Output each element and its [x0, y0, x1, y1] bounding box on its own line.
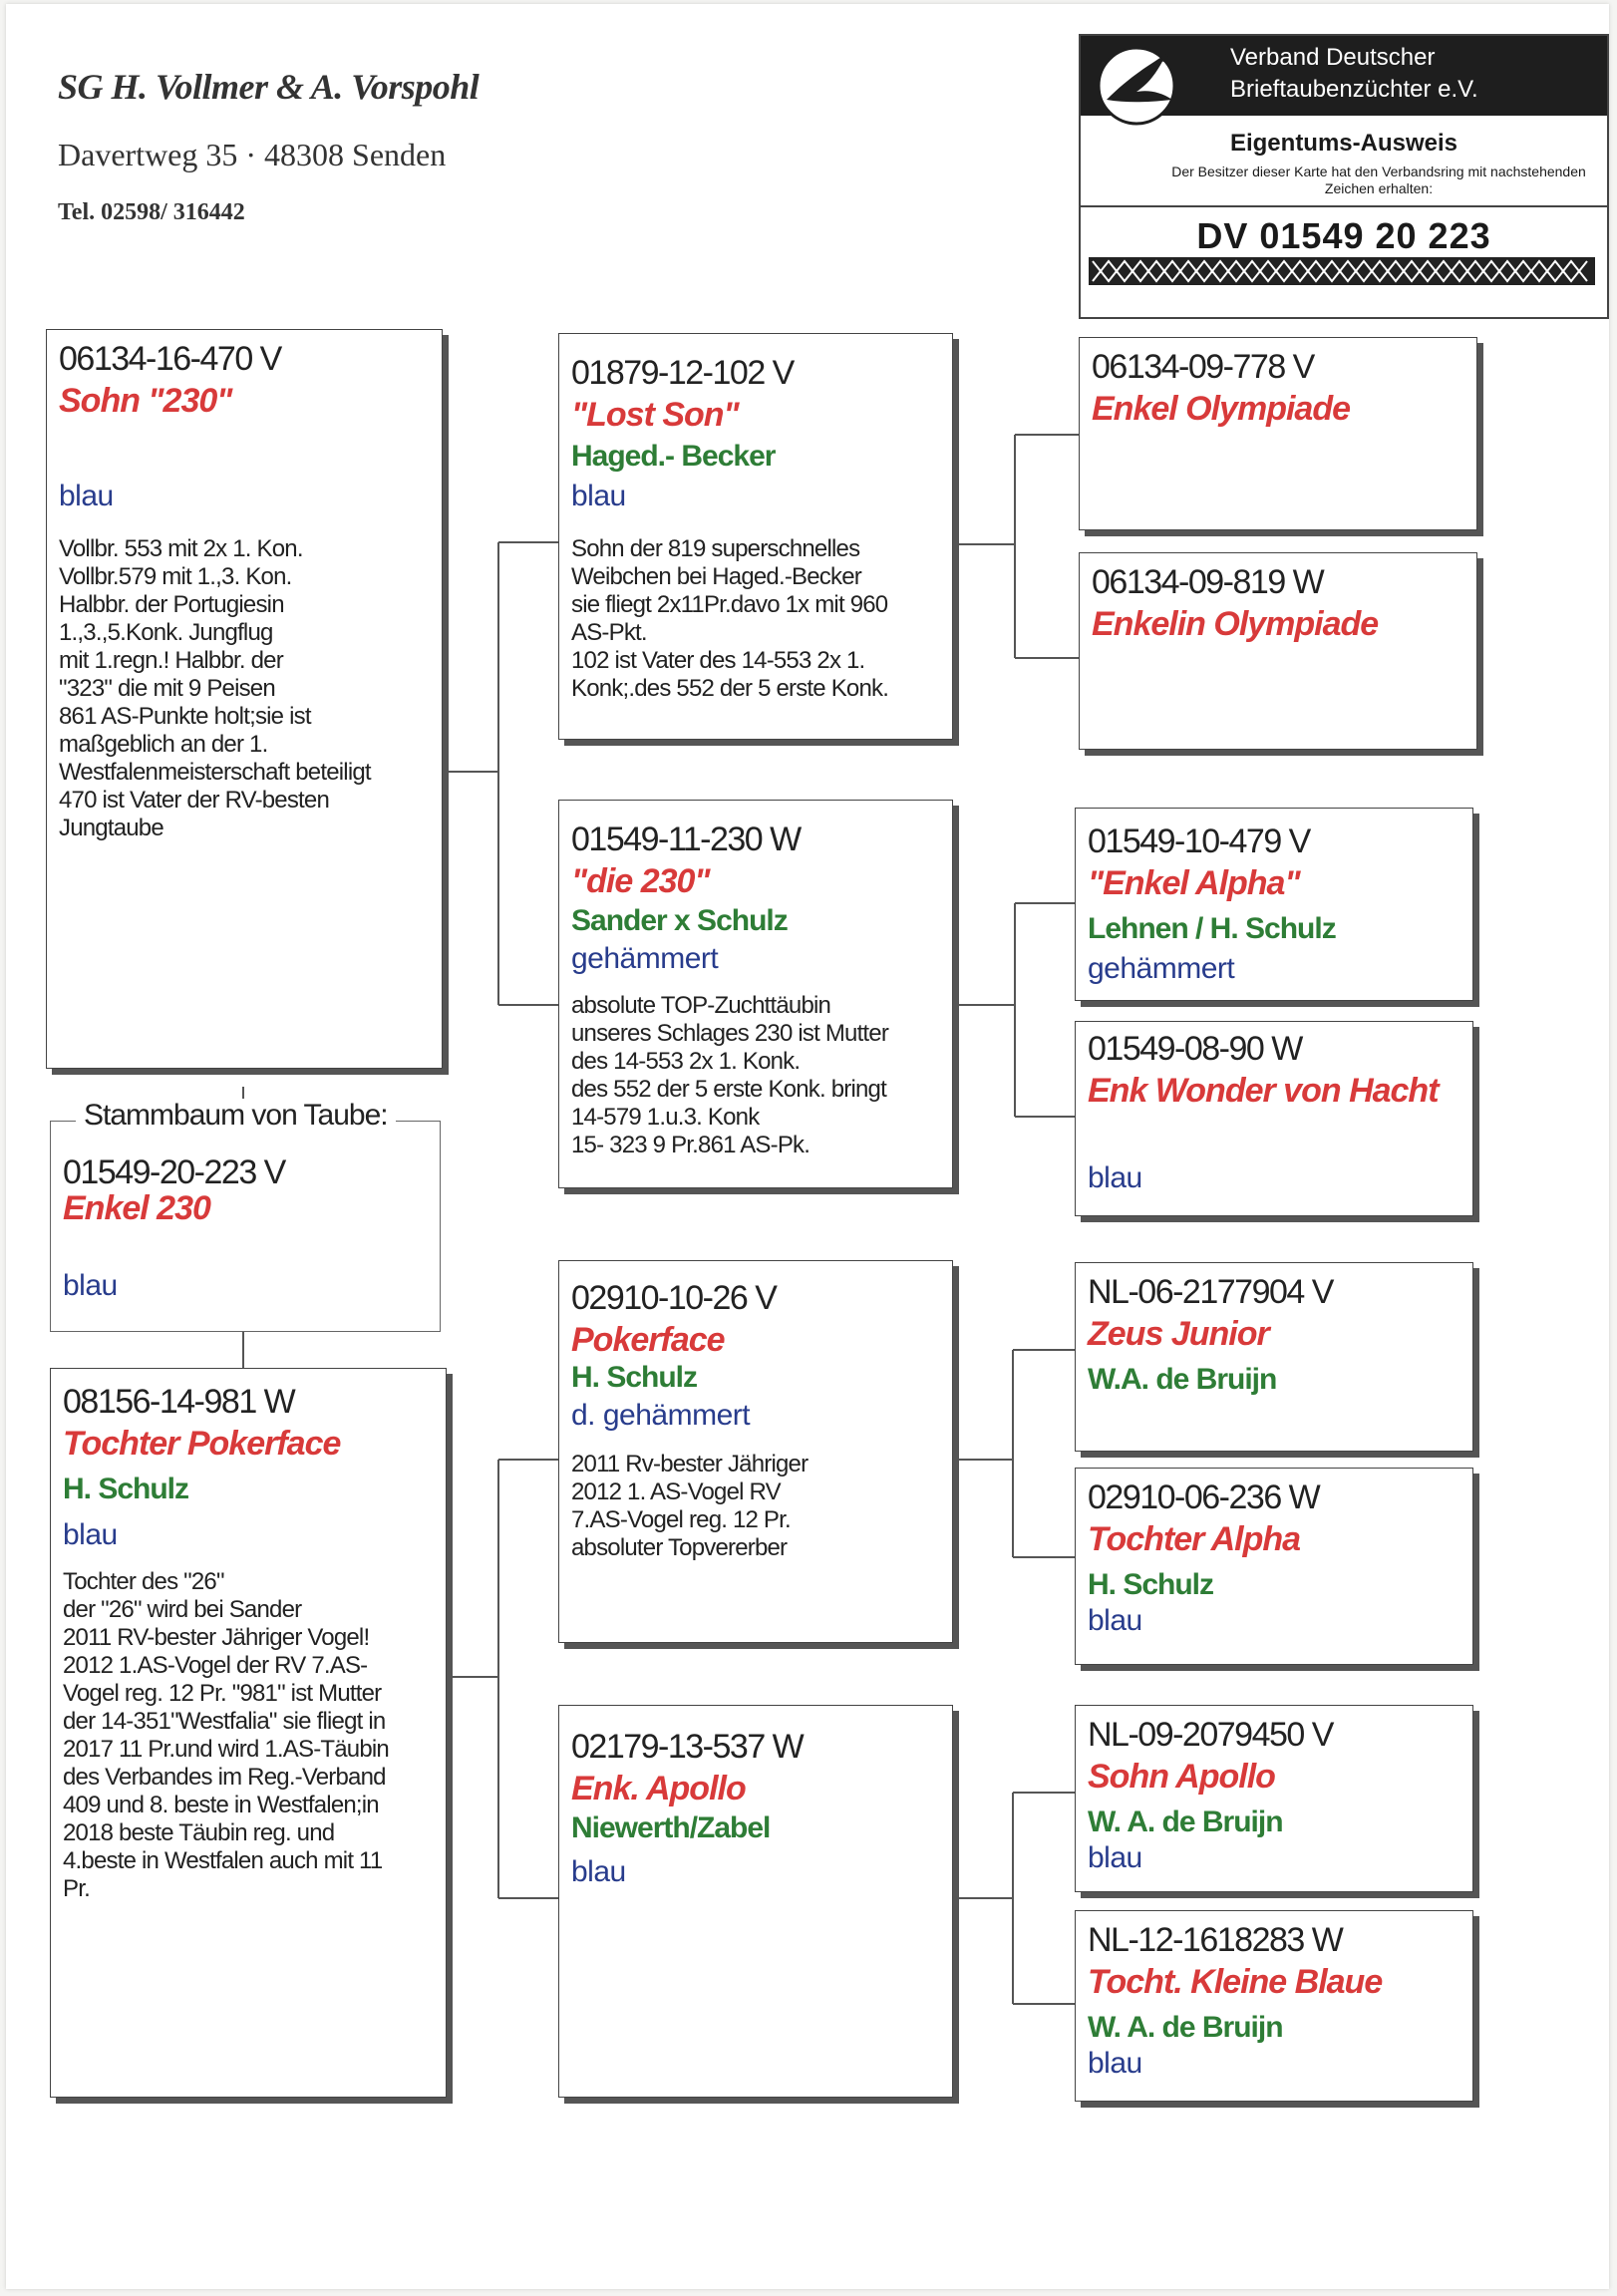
grandfather-maternal-box: [558, 1260, 953, 1643]
ggp-fff-box: [1079, 337, 1477, 530]
fm-name: "die 230": [571, 862, 710, 900]
father-description: Vollbr. 553 mit 2x 1. Kon. Vollbr.579 mit 1.,3. Kon. Halbbr. der Portugiesin 1.,3.,5.Konk. Jungflug mit 1.regn.! Halbbr. der "323" die mit 9 Peisen 861 AS-Punkte holt;sie ist maßgeblich an der 1. Westfalenmeisterschaft beteiligt 470 ist Vater der RV-besten Jungtaube: [59, 535, 371, 841]
fmm-color: blau: [1088, 1161, 1142, 1194]
ggp-ffm-box: [1079, 552, 1477, 750]
fmf-name: "Enkel Alpha": [1088, 864, 1300, 902]
ggp-mfm-box: [1075, 1468, 1473, 1665]
mmf-name: Sohn Apollo: [1088, 1758, 1275, 1796]
mother-description: Tochter des "26" der "26" wird bei Sander 2011 RV-bester Jähriger Vogel! 2012 1.AS-Vogel der RV 7.AS- Vogel reg. 12 Pr. "981" ist Mutter der 14-351"Westfalia" sie fliegt in 2017 11 Pr.und wird 1.AS-Täubin des Verbandes im Reg.-Verband 409 und 8. beste in Westfalen;in 2018 beste Täubin reg. und 4.beste in Westfalen auch mit 11 Pr.: [63, 1568, 389, 1902]
ggp-fmm-box: [1075, 1021, 1473, 1216]
mm-breeder: Niewerth/Zabel: [571, 1811, 771, 1844]
mf-ring: 02910-10-26 V: [571, 1279, 777, 1317]
father-color: blau: [59, 480, 114, 512]
ffm-ring: 06134-09-819 W: [1092, 563, 1324, 601]
ggp-mff-box: [1075, 1262, 1473, 1452]
card-org-line2: Brieftaubenzüchter e.V.: [1230, 76, 1478, 103]
fff-ring: 06134-09-778 V: [1092, 348, 1314, 386]
mmm-color: blau: [1088, 2047, 1142, 2080]
card-ring-number: DV 01549 20 223: [1081, 205, 1607, 257]
fmf-breeder: Lehnen / H. Schulz: [1088, 912, 1336, 945]
mmm-breeder: W. A. de Bruijn: [1088, 2011, 1283, 2044]
pedigree-sheet: [6, 4, 1609, 2289]
fmf-ring: 01549-10-479 V: [1088, 822, 1310, 860]
ff-color: blau: [571, 480, 626, 512]
subject-name: Enkel 230: [63, 1189, 210, 1227]
father-ring: 06134-16-470 V: [59, 340, 281, 378]
mff-breeder: W.A. de Bruijn: [1088, 1363, 1277, 1396]
mf-breeder: H. Schulz: [571, 1361, 698, 1394]
ff-ring: 01879-12-102 V: [571, 354, 794, 392]
fmm-name: Enk Wonder von Hacht: [1088, 1072, 1439, 1110]
mfm-color: blau: [1088, 1604, 1142, 1637]
mmm-name: Tocht. Kleine Blaue: [1088, 1963, 1383, 2001]
ff-breeder: Haged.- Becker: [571, 440, 776, 473]
grandmother-maternal-box: [558, 1705, 953, 2098]
mother-ring: 08156-14-981 W: [63, 1383, 295, 1421]
fm-ring: 01549-11-230 W: [571, 820, 801, 858]
mfm-ring: 02910-06-236 W: [1088, 1478, 1320, 1516]
pedigree-label: Stammbaum von Taube:: [76, 1099, 396, 1133]
card-title: Eigentums-Ausweis: [1229, 130, 1458, 157]
mf-color: d. gehämmert: [571, 1399, 751, 1432]
father-name: Sohn "230": [59, 382, 232, 420]
mother-color: blau: [63, 1518, 118, 1551]
breeder-name: SG H. Vollmer & A. Vorspohl: [58, 67, 480, 107]
breeder-address: Davertweg 35 · 48308 Senden: [58, 137, 447, 172]
mff-ring: NL-06-2177904 V: [1088, 1273, 1333, 1311]
fm-color: gehämmert: [571, 942, 719, 975]
ff-description: Sohn der 819 superschnelles Weibchen bei Haged.-Becker sie fliegt 2x11Pr.davo 1x mit 960 AS-Pkt. 102 ist Vater des 14-553 2x 1. Konk;.des 552 der 5 erste Konk.: [571, 535, 889, 702]
mother-box: [50, 1368, 447, 2098]
card-note: Der Besitzer dieser Karte hat den Verbandsring mit nachstehenden Zeichen erhalten:: [1171, 164, 1586, 196]
mfm-breeder: H. Schulz: [1088, 1568, 1214, 1601]
fm-description: absolute TOP-Zuchttäubin unseres Schlages 230 ist Mutter des 14-553 2x 1. Konk. des 552 der 5 erste Konk. bringt 14-579 1.u.3. Konk 15- 323 9 Pr.861 AS-Pk.: [571, 992, 889, 1158]
ggp-fmf-box: [1075, 808, 1473, 1001]
mmf-breeder: W. A. de Bruijn: [1088, 1805, 1283, 1838]
mfm-name: Tochter Alpha: [1088, 1520, 1301, 1558]
fmm-ring: 01549-08-90 W: [1088, 1030, 1302, 1068]
ffm-name: Enkelin Olympiade: [1092, 605, 1379, 643]
mm-color: blau: [571, 1855, 626, 1888]
ggp-mmf-box: [1075, 1705, 1473, 1892]
fmf-color: gehämmert: [1088, 952, 1235, 985]
father-box: [46, 329, 443, 1069]
mmf-ring: NL-09-2079450 V: [1088, 1716, 1333, 1754]
mf-description: 2011 Rv-bester Jähriger 2012 1. AS-Vogel RV 7.AS-Vogel reg. 12 Pr. absoluter Topvererber: [571, 1451, 808, 1561]
mother-breeder: H. Schulz: [63, 1473, 189, 1505]
subject-box: [50, 1121, 441, 1332]
grandmother-paternal-box: [558, 800, 953, 1188]
mm-name: Enk. Apollo: [571, 1770, 746, 1807]
mff-name: Zeus Junior: [1088, 1315, 1269, 1353]
ff-name: "Lost Son": [571, 396, 739, 434]
subject-ring: 01549-20-223 V: [63, 1153, 285, 1191]
mf-name: Pokerface: [571, 1321, 725, 1359]
breeder-phone: Tel. 02598/ 316442: [58, 199, 245, 225]
mmf-color: blau: [1088, 1841, 1142, 1874]
ggp-mmm-box: [1075, 1910, 1473, 2102]
fm-breeder: Sander x Schulz: [571, 904, 788, 937]
grandfather-paternal-box: [558, 333, 953, 740]
subject-color: blau: [63, 1269, 118, 1302]
mother-name: Tochter Pokerface: [63, 1425, 341, 1463]
fff-name: Enkel Olympiade: [1092, 390, 1350, 428]
card-org-line1: Verband Deutscher: [1230, 44, 1436, 71]
mm-ring: 02179-13-537 W: [571, 1728, 804, 1766]
mmm-ring: NL-12-1618283 W: [1088, 1921, 1343, 1959]
